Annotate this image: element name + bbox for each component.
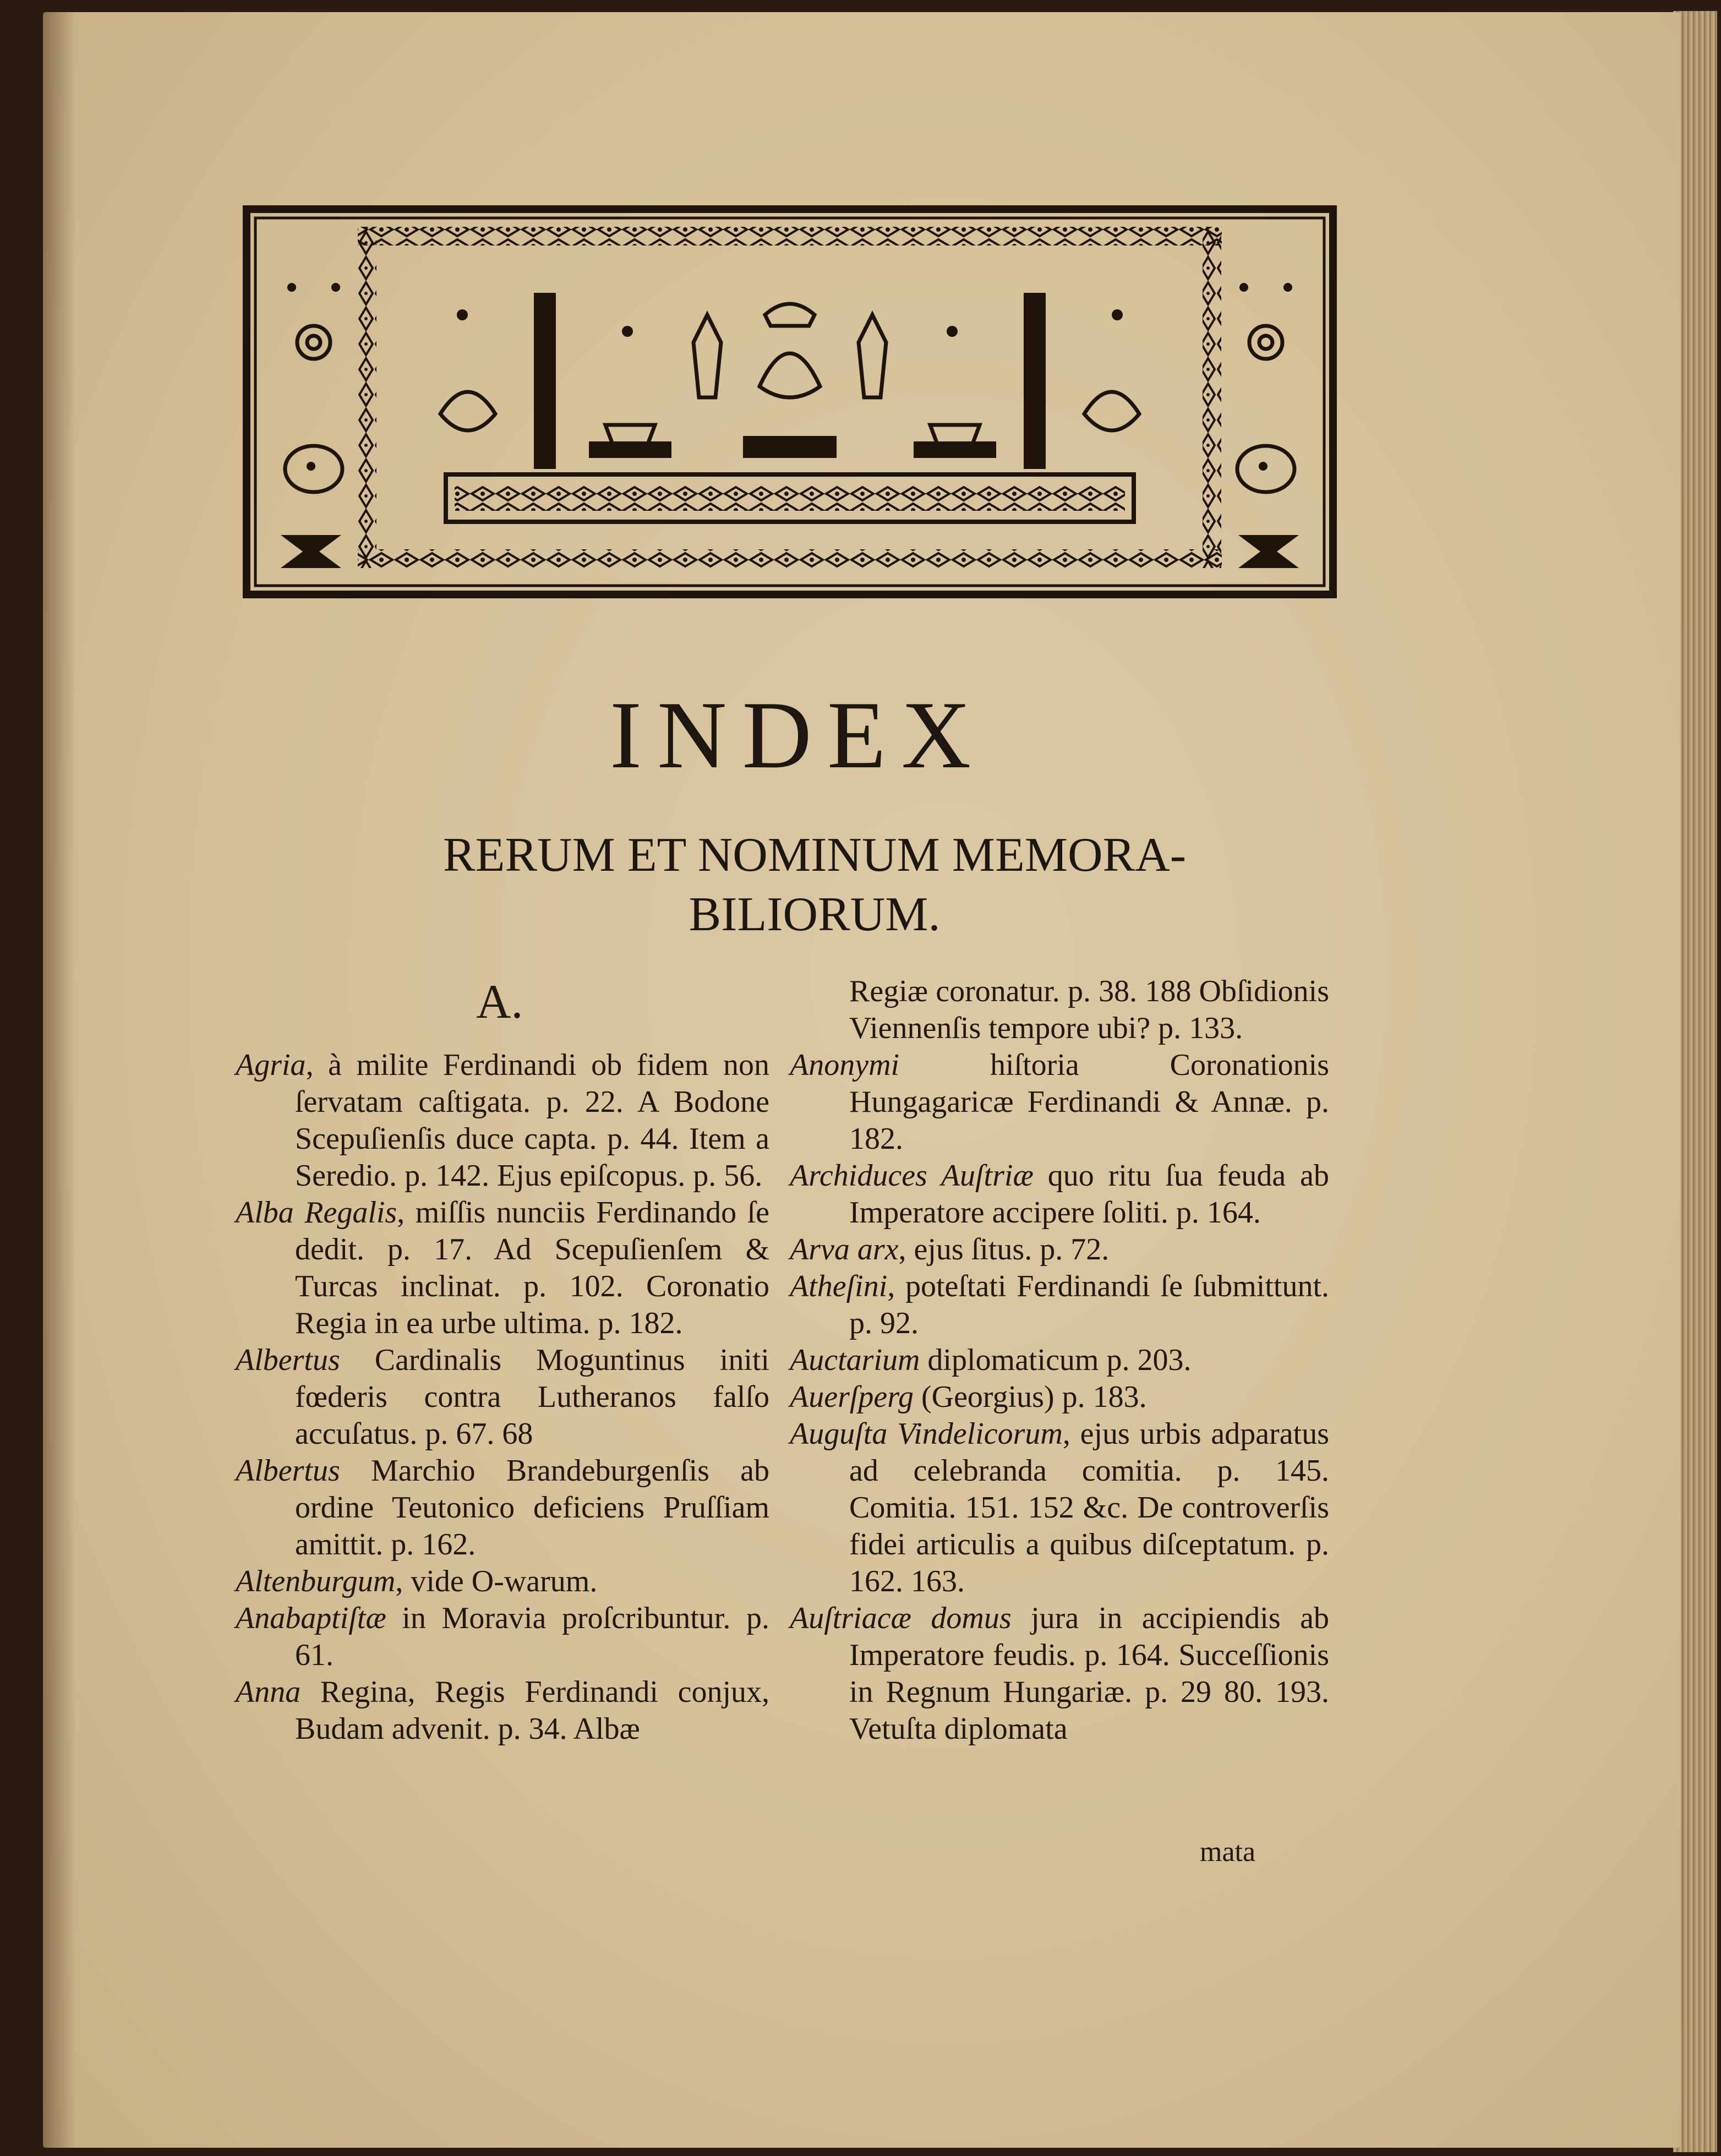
index-entry [790, 1047, 1329, 1158]
index-text: diplomaticum p. 203. [920, 1343, 1192, 1377]
index-text: , poteſtati Ferdinandi ſe ſubmittunt. p. 92. [849, 1269, 1329, 1340]
index-entry-continuation: Regiæ coronatur. p. 38. 188 Obſidionis Viennenſis tempore ubi? p. 133. [849, 974, 1329, 1045]
index-entry [790, 1379, 1329, 1416]
index-text: Cardinalis Moguntinus initi fœderis contra Lutheranos falſo accuſatus. p. 67. 68 [295, 1343, 769, 1451]
index-text: , vide O-warum. [395, 1564, 598, 1598]
index-text: hiſtoria Coronationis Hungagaricæ Ferdinandi & Annæ. p. 182. [849, 1048, 1329, 1156]
section-letter: A. [476, 975, 523, 1029]
index-term: Auſtriacæ domus [790, 1601, 1012, 1635]
index-term: Agria [236, 1048, 306, 1082]
index-text: quo ritu ſua feuda ab Imperatore accipere ſoliti. p. 164. [849, 1159, 1329, 1230]
index-term: Anna [236, 1675, 301, 1709]
index-entry [236, 1674, 769, 1748]
index-column-right [790, 973, 1329, 1748]
index-entry [790, 1268, 1329, 1342]
index-entry [236, 1047, 769, 1194]
index-term: Anabaptiſtæ [236, 1601, 386, 1635]
page-subtitle [297, 826, 1332, 945]
index-entry [236, 1194, 769, 1342]
index-term: Auerſperg [790, 1380, 914, 1414]
index-term: Albertus [236, 1343, 340, 1377]
subtitle-line-2: BILIORUM. [689, 888, 941, 941]
index-text: , miſſis nunciis Ferdinando ſe dedit. p. 17. Ad Scepuſienſem & Turcas inclinat. p. 102. Coronatio Regia in ea urbe ultima. p. 182. [295, 1196, 769, 1340]
index-entry [790, 1231, 1329, 1268]
index-text: Regina, Regis Ferdinandi conjux, Budam advenit. p. 34. Albæ [295, 1675, 769, 1746]
index-text: (Georgius) p. 183. [913, 1380, 1147, 1414]
index-entry [236, 1563, 769, 1600]
index-term: Anonymi [790, 1048, 900, 1082]
index-entry [790, 1600, 1329, 1748]
index-text: in Moravia proſcribuntur. p. 61. [295, 1601, 769, 1672]
subtitle-line-1: RERUM ET NOMINUM MEMORA- [442, 828, 1187, 882]
index-entry [236, 1600, 769, 1674]
index-term: Altenburgum [236, 1564, 396, 1598]
index-term: Auguſta Vindelicorum [790, 1417, 1063, 1451]
index-text: , ejus ſitus. p. 72. [898, 1232, 1110, 1267]
index-term: Archiduces Auſtriæ [790, 1159, 1034, 1193]
page-title: INDEX [609, 681, 987, 788]
index-entry [790, 1342, 1329, 1379]
index-text: , à milite Ferdinandi ob fidem non ſervatam caſtigata. p. 22. A Bodone Scepuſienſis duce capta. p. 44. Item a Seredio. p. 142. Ejus epiſcopus. p. 56. [295, 1048, 769, 1193]
index-term: Atheſini [790, 1269, 888, 1303]
gutter-shadow [43, 12, 76, 2148]
index-term: Arva arx [790, 1232, 899, 1267]
index-term: Albertus [236, 1454, 340, 1488]
catchword: mata [1200, 1836, 1256, 1868]
index-term: Auctarium [790, 1343, 920, 1377]
index-text: jura in accipiendis ab Imperatore feudis. p. 164. Succeſſionis in Regnum Hungariæ. p. 29 80. 193. Vetuſta diplomata [849, 1601, 1329, 1746]
index-entry [236, 1342, 769, 1453]
index-entry [236, 1453, 769, 1563]
ornamental-headpiece [242, 205, 1337, 599]
index-term: Alba Regalis [236, 1196, 397, 1230]
index-entry [790, 1416, 1329, 1600]
index-text: , ejus urbis adparatus ad celebranda comitia. p. 145. Comitia. 151. 152 &c. De controverſis fidei articulis a quibus diſceptatum. p. 162. 163. [849, 1417, 1329, 1598]
index-entry [790, 1158, 1329, 1231]
index-text: Marchio Brandeburgenſis ab ordine Teutonico deficiens Pruſſiam amittit. p. 162. [295, 1454, 769, 1562]
index-column-left [236, 1047, 769, 1748]
